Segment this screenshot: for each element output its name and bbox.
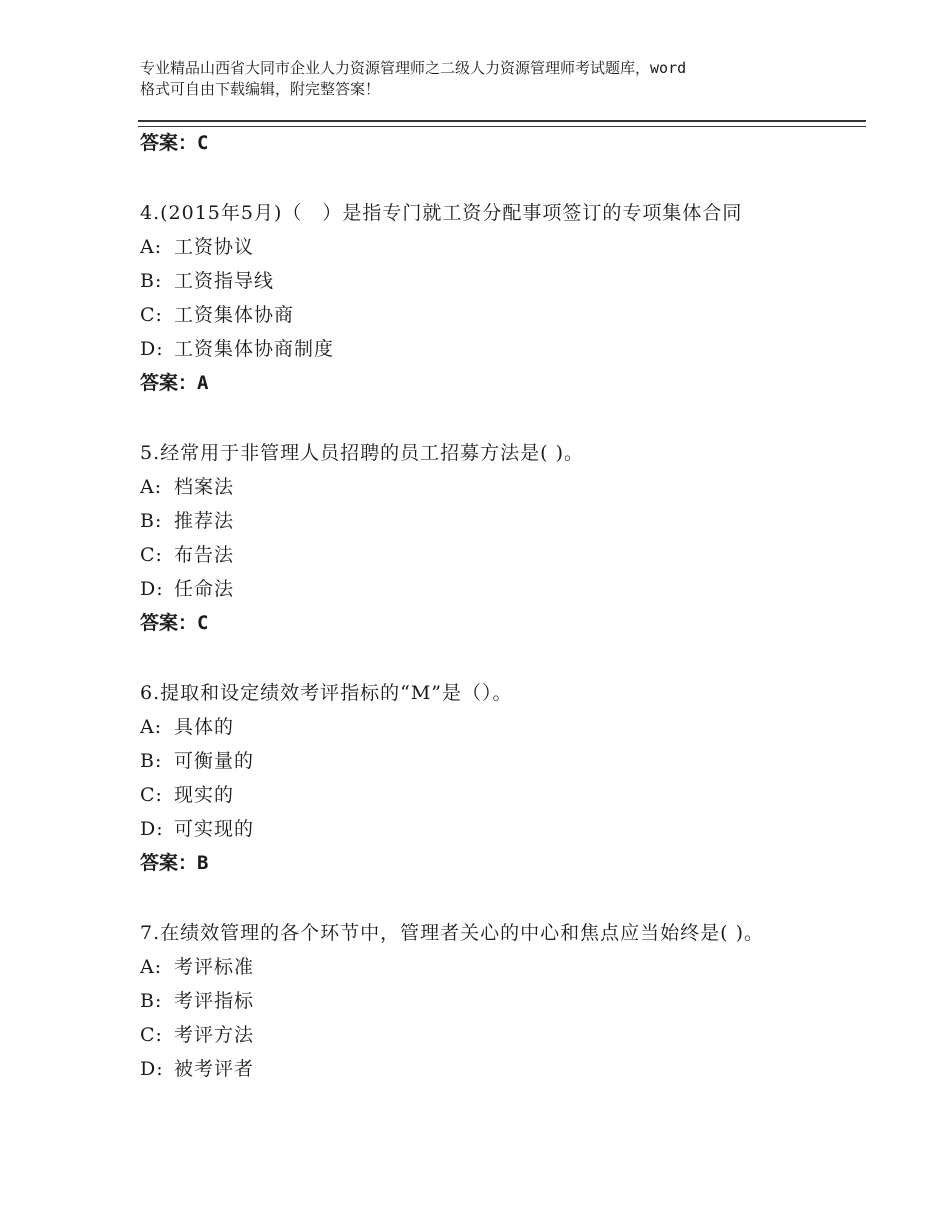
option-letter: B: [140, 990, 163, 1012]
option-text: 具体的 [174, 716, 235, 738]
option-c [140, 778, 830, 812]
question-text: 7.在绩效管理的各个环节中，管理者关心的中心和焦点应当始终是( )。 [140, 922, 764, 944]
answer-label: 答案：C [140, 612, 209, 634]
option-text: 档案法 [174, 476, 235, 498]
option-letter: B: [140, 750, 163, 772]
option-letter: C: [140, 784, 163, 806]
option-letter: C: [140, 1024, 163, 1046]
option-c [140, 1018, 830, 1052]
question-text: 6.提取和设定绩效考评指标的“M”是（）。 [140, 682, 513, 704]
header-line-1: 专业精品山西省大同市企业人力资源管理师之二级人力资源管理师考试题库，word [140, 59, 687, 77]
option-text: 可衡量的 [174, 750, 255, 772]
spacer [140, 640, 830, 676]
option-letter: B: [140, 270, 163, 292]
option-text: 考评指标 [174, 990, 255, 1012]
spacer [140, 400, 830, 436]
option-text: 推荐法 [174, 510, 235, 532]
option-text: 考评标准 [174, 956, 255, 978]
option-letter: D: [140, 338, 164, 360]
question-block [140, 196, 830, 400]
option-text: 工资指导线 [174, 270, 275, 292]
page-header [140, 58, 840, 100]
option-c [140, 298, 830, 332]
option-d [140, 1052, 830, 1086]
option-a [140, 470, 830, 504]
question-block [140, 436, 830, 640]
option-letter: A: [140, 716, 163, 738]
answer-label: 答案：A [140, 372, 209, 394]
option-b [140, 504, 830, 538]
question-block [140, 676, 830, 880]
option-text: 工资集体协商 [174, 304, 295, 326]
answer-label: 答案：B [140, 852, 209, 874]
option-text: 被考评者 [174, 1058, 255, 1080]
question-text: 4.(2015年5月)（ ）是指专门就工资分配事项签订的专项集体合同 [140, 202, 743, 224]
option-letter: A: [140, 956, 163, 978]
option-text: 工资协议 [174, 236, 255, 258]
option-b [140, 264, 830, 298]
option-d [140, 812, 830, 846]
option-text: 布告法 [174, 544, 235, 566]
option-letter: C: [140, 544, 163, 566]
option-letter: C: [140, 304, 163, 326]
option-a [140, 710, 830, 744]
spacer [140, 160, 830, 196]
question-text: 5.经常用于非管理人员招聘的员工招募方法是( )。 [140, 442, 584, 464]
option-a [140, 950, 830, 984]
answer-label: 答案：C [140, 132, 209, 154]
option-text: 可实现的 [174, 818, 255, 840]
document-body [140, 126, 830, 1086]
option-c [140, 538, 830, 572]
spacer [140, 880, 830, 916]
option-b [140, 744, 830, 778]
option-text: 考评方法 [174, 1024, 255, 1046]
option-text: 现实的 [174, 784, 235, 806]
option-letter: A: [140, 236, 163, 258]
option-letter: A: [140, 476, 163, 498]
option-letter: D: [140, 578, 164, 600]
option-letter: D: [140, 818, 164, 840]
option-text: 任命法 [174, 578, 235, 600]
option-text: 工资集体协商制度 [174, 338, 335, 360]
option-d [140, 572, 830, 606]
option-letter: D: [140, 1058, 164, 1080]
option-d [140, 332, 830, 366]
option-letter: B: [140, 510, 163, 532]
question-block [140, 916, 830, 1086]
option-b [140, 984, 830, 1018]
option-a [140, 230, 830, 264]
header-line-2: 格式可自由下载编辑，附完整答案！ [140, 80, 381, 98]
